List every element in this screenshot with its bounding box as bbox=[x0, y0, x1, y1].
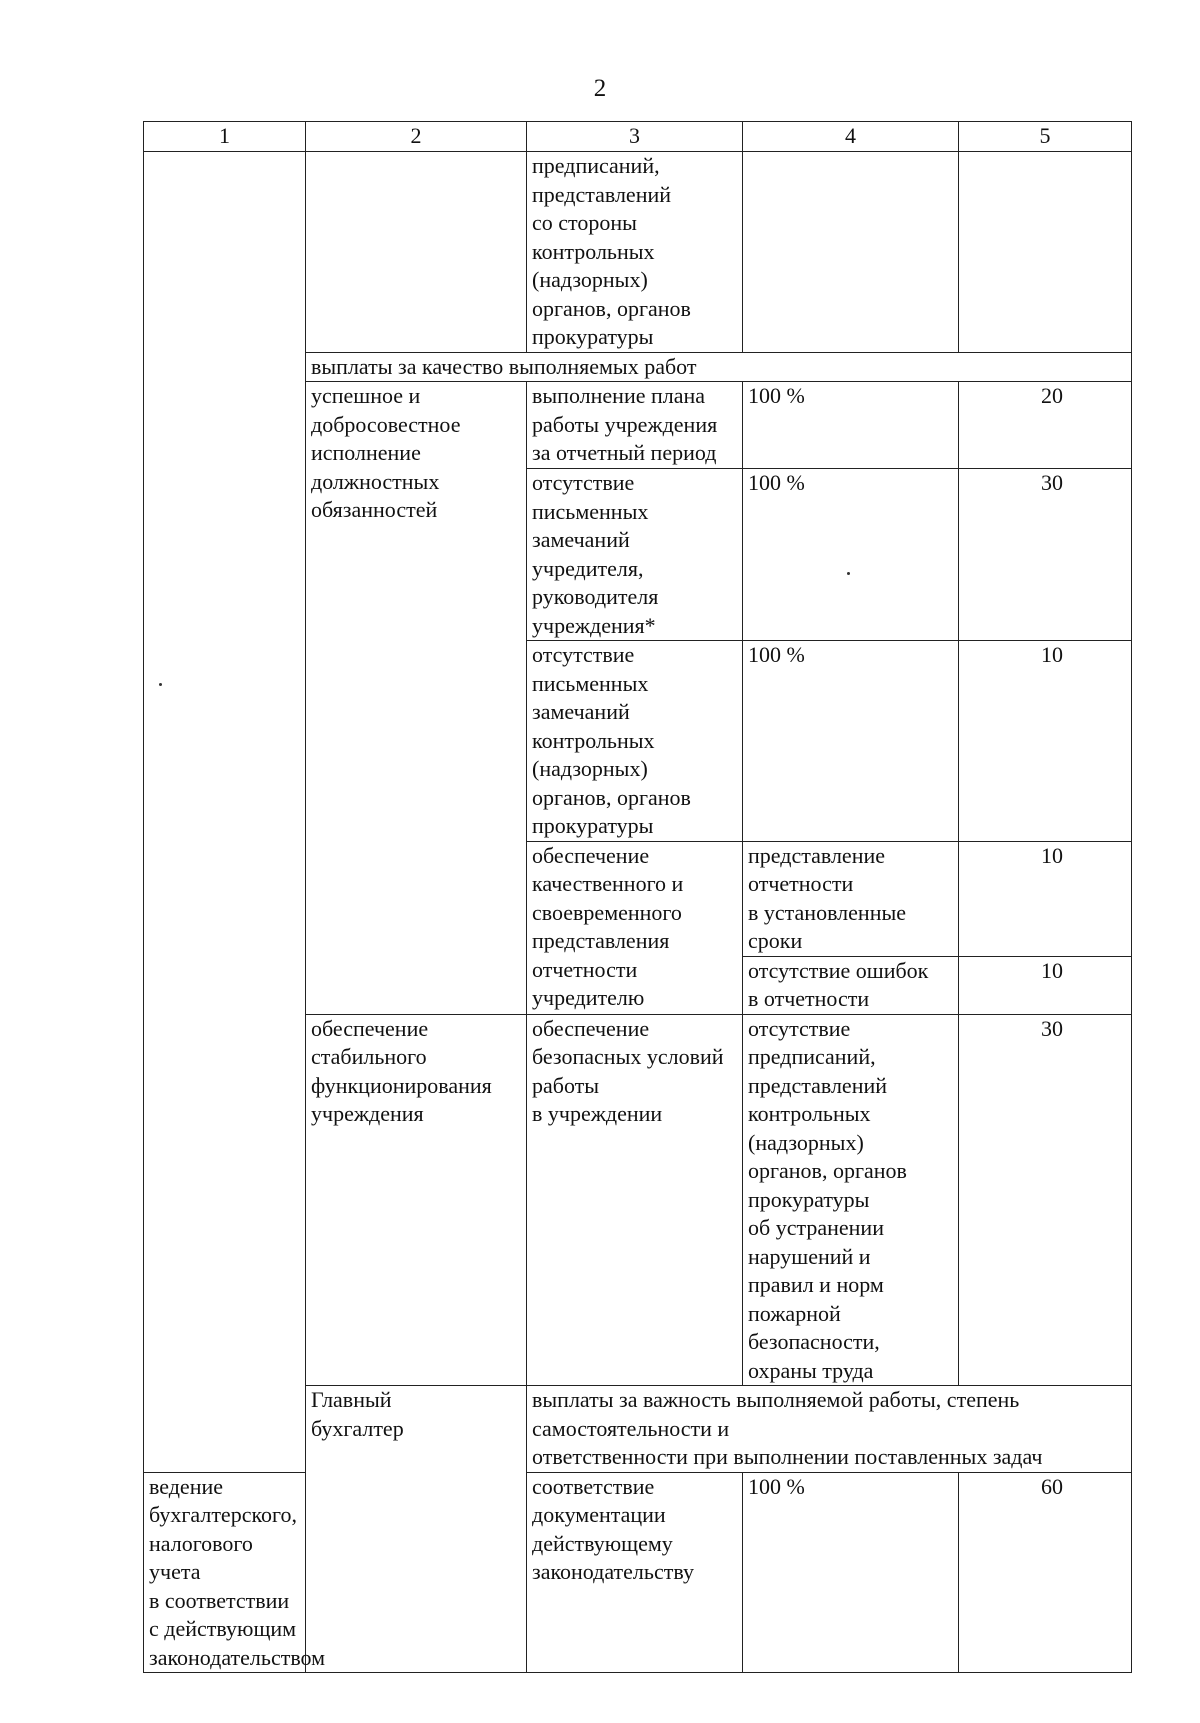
condition-cell bbox=[743, 152, 959, 353]
column-header: 4 bbox=[743, 122, 959, 152]
condition-cell: представление отчетности в установленные сроки bbox=[743, 841, 959, 956]
indicator-cell: соответствие документации действующему законодательству bbox=[527, 1472, 743, 1673]
criterion-cell bbox=[306, 152, 527, 353]
amount-cell: 60 bbox=[959, 1472, 1132, 1673]
column-header: 2 bbox=[306, 122, 527, 152]
indicator-cell: предписаний, представлений со стороны контрольных (надзорных) органов, органов прокуратуры bbox=[527, 152, 743, 353]
table-header-row bbox=[144, 122, 1132, 152]
indicator-cell: выполнение плана работы учреждения за отчетный период bbox=[527, 382, 743, 469]
table-row bbox=[144, 152, 1132, 353]
indicator-cell: отсутствие письменных замечаний учредителя, руководителя учреждения* bbox=[527, 469, 743, 641]
amount-cell: 10 bbox=[959, 956, 1132, 1014]
indicator-cell: обеспечение безопасных условий работы в учреждении bbox=[527, 1014, 743, 1386]
condition-cell: отсутствие ошибок в отчетности bbox=[743, 956, 959, 1014]
table-row bbox=[144, 1472, 1132, 1673]
amount-cell: 20 bbox=[959, 382, 1132, 469]
condition-cell: отсутствие предписаний, представлений контрольных (надзорных) органов, органов прокуратуры об устранении нарушений и правил и норм пожарной безопасности, охраны труда bbox=[743, 1014, 959, 1386]
criterion-cell: успешное и добросовестное исполнение должностных обязанностей bbox=[306, 382, 527, 1015]
scan-speck bbox=[159, 683, 162, 686]
amount-cell: 30 bbox=[959, 1014, 1132, 1386]
criterion-cell: ведение бухгалтерского, налогового учета в соответствии с действующим законодательством bbox=[144, 1472, 306, 1673]
amount-cell: 10 bbox=[959, 841, 1132, 956]
condition-cell: 100 % bbox=[743, 641, 959, 842]
indicator-cell: обеспечение качественного и своевременного представления отчетности учредителю bbox=[527, 841, 743, 1014]
condition-cell: 100 % bbox=[743, 382, 959, 469]
position-cell: Главный бухгалтер bbox=[306, 1386, 527, 1673]
condition-cell: 100 % bbox=[743, 1472, 959, 1673]
section-heading: выплаты за качество выполняемых работ bbox=[306, 352, 1132, 382]
indicator-cell: отсутствие письменных замечаний контрольных (надзорных) органов, органов прокуратуры bbox=[527, 641, 743, 842]
condition-cell: 100 % bbox=[743, 469, 959, 641]
amount-cell: 10 bbox=[959, 641, 1132, 842]
column-header: 1 bbox=[144, 122, 306, 152]
section-heading: выплаты за важность выполняемой работы, степень самостоятельности и ответственности при выполнении поставленных задач bbox=[527, 1386, 1132, 1473]
criterion-cell: обеспечение стабильного функционирования учреждения bbox=[306, 1014, 527, 1386]
page-number: 2 bbox=[593, 75, 607, 102]
column-header: 5 bbox=[959, 122, 1132, 152]
amount-cell bbox=[959, 152, 1132, 353]
column-header: 3 bbox=[527, 122, 743, 152]
position-cell-empty bbox=[144, 152, 306, 1473]
scan-speck bbox=[847, 572, 850, 575]
amount-cell: 30 bbox=[959, 469, 1132, 641]
criteria-table bbox=[143, 121, 1132, 1673]
